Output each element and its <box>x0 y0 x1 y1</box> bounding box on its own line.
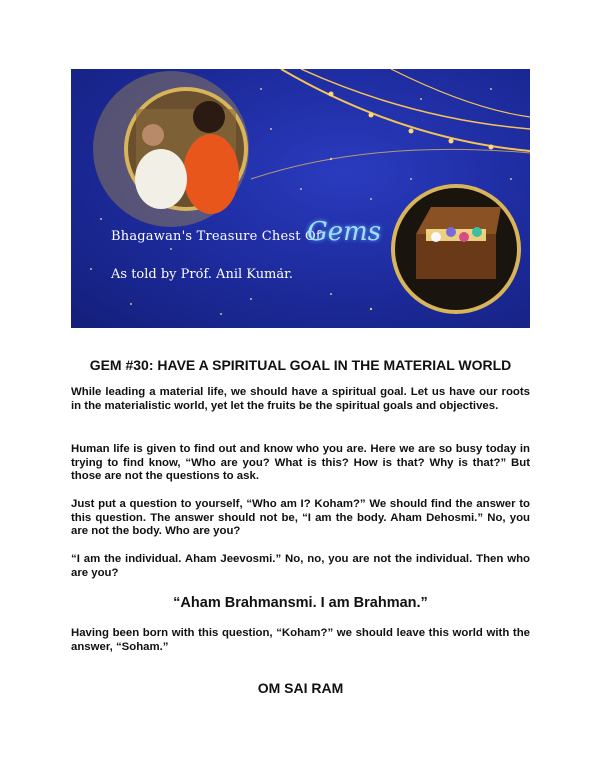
banner-gems-word: Gems <box>307 217 382 247</box>
paragraph-2: Human life is given to find out and know who you are. Here we are so busy today in trying to find know, “Who are you? What is this? How is that? Why is that?” But those are not the questions to ask. <box>71 443 530 482</box>
header-banner <box>71 69 530 328</box>
closing-line: OM SAI RAM <box>257 680 344 696</box>
robed-figure <box>183 134 239 214</box>
devotee-figure <box>135 149 187 209</box>
gem-heading: GEM #30: HAVE A SPIRITUAL GOAL IN THE MATERIAL WORLD <box>89 357 512 373</box>
final-paragraph: Having been born with this question, “Koham?” we should leave this world with the answer, “Soham.” <box>71 627 530 653</box>
banner-artwork <box>71 69 530 328</box>
brahman-quote: “Aham Brahmansmi. I am Brahman.” <box>173 595 428 611</box>
banner-title: Bhagawan's Treasure Chest Of <box>111 229 321 244</box>
paragraph-4: “I am the individual. Aham Jeevosmi.” No, no, you are not the individual. Then who are you? <box>71 553 530 579</box>
banner-subtitle: As told by Prof. Anil Kumar. <box>111 267 294 282</box>
paragraph-3: Just put a question to yourself, “Who am I? Koham?” We should find the answer to this question. The answer should not be, “I am the body. Aham Dehosmi.” No, you are not the body. Who are you? <box>71 498 530 537</box>
paragraph-1: While leading a material life, we should have a spiritual goal. Let us have our roots in the materialistic world, yet let the fruits be the spiritual goals and objectives. <box>71 386 530 412</box>
